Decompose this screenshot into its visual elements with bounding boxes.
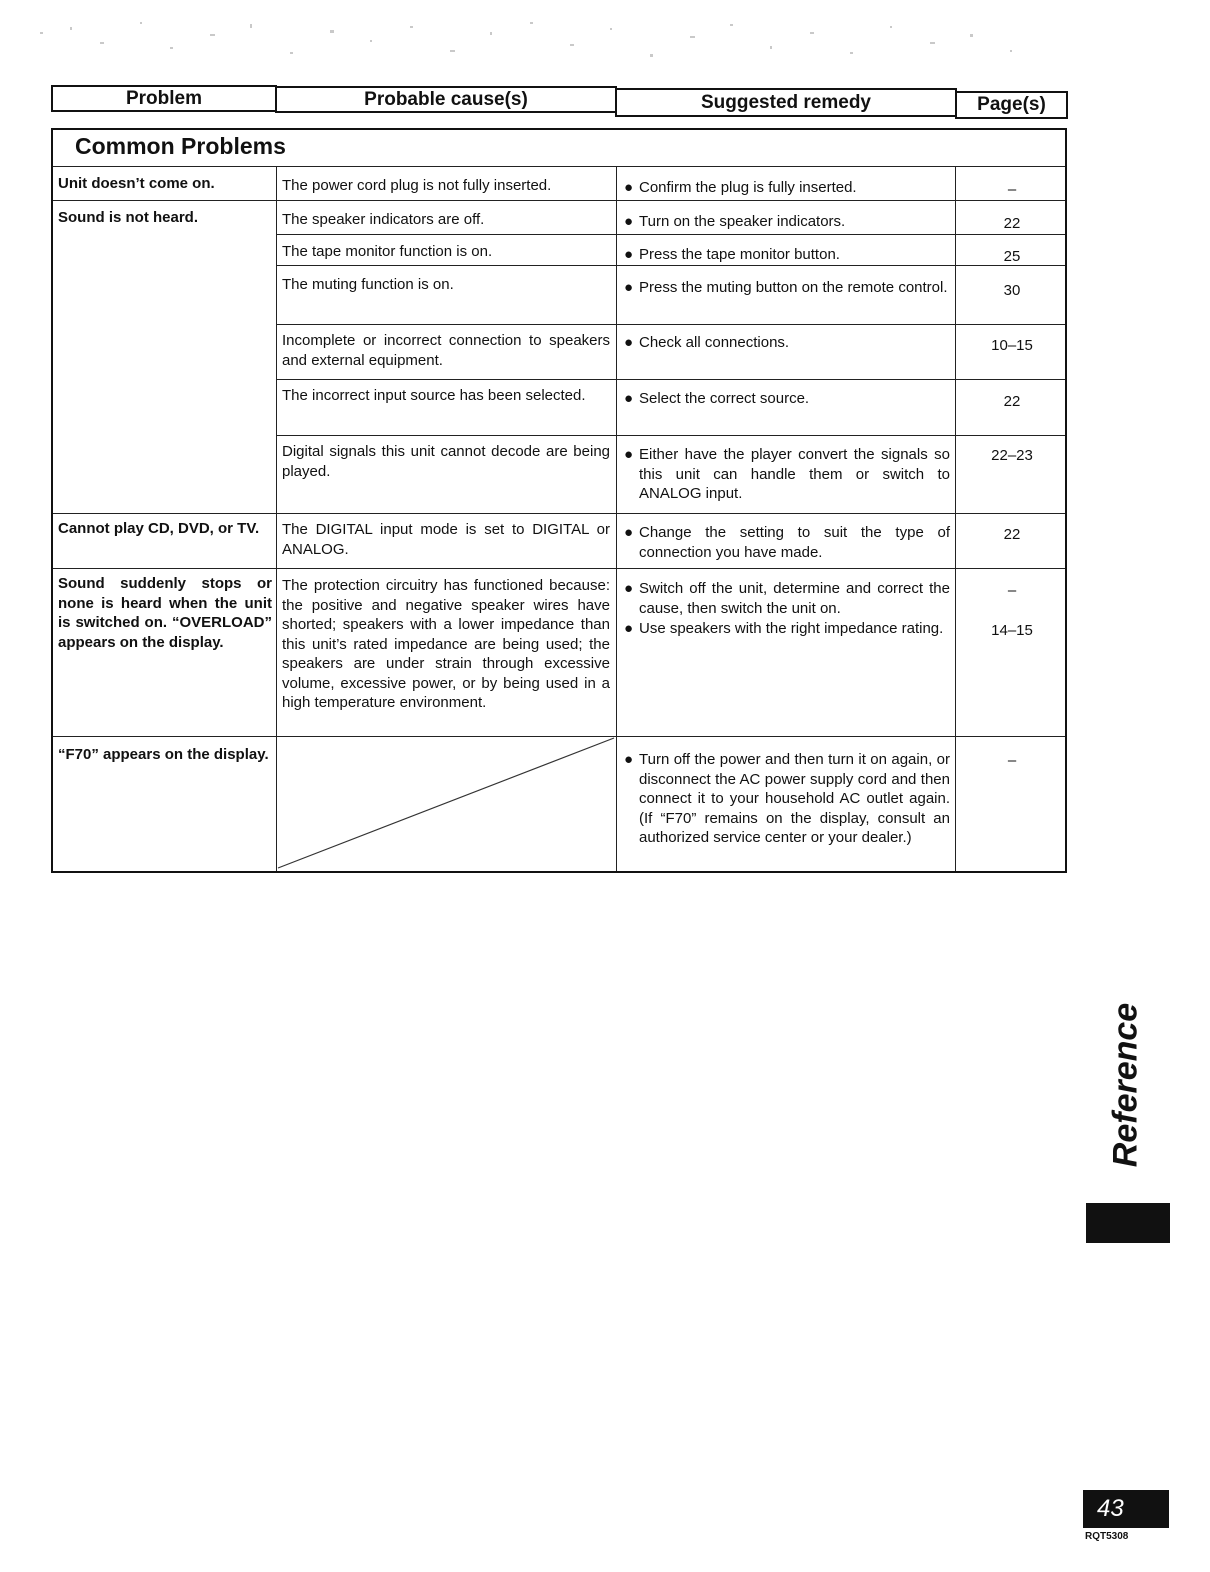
header-probable-causes: Probable cause(s) bbox=[275, 86, 617, 113]
problem-f70: “F70” appears on the display. bbox=[58, 746, 269, 763]
page-number: 43 bbox=[1083, 1490, 1169, 1528]
remedy-f70: ● Turn off the power and then turn it on again, or disconnect the AC power supply cord and then connect it to your household AC outlet again. (If “F70” remains on the display, consult an authorized service center or your dealer.) bbox=[624, 751, 950, 846]
troubleshooting-table bbox=[51, 128, 1067, 873]
section-tab-reference: Reference bbox=[1106, 1002, 1145, 1168]
pages-row-7: 22–23 bbox=[991, 447, 1033, 464]
remedy-switch-off: ● Switch off the unit, determine and correct the cause, then switch the unit on. bbox=[624, 580, 950, 617]
problem-unit-no-power: Unit doesn’t come on. bbox=[58, 175, 215, 192]
cause-tape-monitor: The tape monitor function is on. bbox=[282, 243, 493, 260]
problem-no-sound: Sound is not heard. bbox=[58, 209, 199, 226]
scan-noise bbox=[30, 12, 1040, 72]
header-problem: Problem bbox=[51, 85, 277, 112]
section-marker-block bbox=[1086, 1203, 1170, 1243]
pages-row-6: 22 bbox=[1003, 393, 1021, 410]
problem-cannot-play: Cannot play CD, DVD, or TV. bbox=[58, 520, 260, 537]
cause-muting: The muting function is on. bbox=[282, 276, 454, 293]
cause-power-cord: The power cord plug is not fully inserted. bbox=[282, 177, 552, 194]
pages-row-3: 25 bbox=[1003, 248, 1021, 265]
cause-speaker-indicators: The speaker indicators are off. bbox=[282, 211, 485, 228]
pages-row-2: 22 bbox=[1003, 215, 1021, 232]
remedy-speaker-indicators: ● Turn on the speaker indicators. bbox=[624, 213, 846, 230]
document-id: RQT5308 bbox=[1085, 1531, 1129, 1542]
remedy-convert-signals: ● Either have the player convert the signals so this unit can handle them or switch to ANALOG input. bbox=[624, 446, 950, 502]
cause-connection: Incomplete or incorrect connection to speakers and external equipment. bbox=[282, 332, 610, 369]
cause-digital-input-mode: The DIGITAL input mode is set to DIGITAL or ANALOG. bbox=[282, 521, 610, 558]
remedy-right-impedance: ● Use speakers with the right impedance rating. bbox=[624, 620, 944, 637]
pages-row-8: 22 bbox=[1003, 526, 1021, 543]
header-suggested-remedy: Suggested remedy bbox=[615, 88, 957, 117]
header-pages: Page(s) bbox=[955, 91, 1068, 119]
pages-row-5: 10–15 bbox=[991, 337, 1033, 354]
pages-row-10: – bbox=[1007, 752, 1017, 769]
problem-sound-stops-overload: Sound suddenly stops or none is heard when the unit is switched on. “OVERLOAD” appears on the display. bbox=[58, 575, 272, 651]
remedy-change-setting: ● Change the setting to suit the type of connection you have made. bbox=[624, 524, 950, 561]
remedy-tape-monitor: ● Press the tape monitor button. bbox=[624, 246, 840, 263]
remedy-confirm-plug: ● Confirm the plug is fully inserted. bbox=[624, 179, 857, 196]
cause-digital-signals: Digital signals this unit cannot decode are being played. bbox=[282, 443, 610, 480]
cause-not-applicable-slash bbox=[276, 736, 616, 871]
pages-row-1: – bbox=[1007, 181, 1017, 198]
remedy-muting: ● Press the muting button on the remote control. bbox=[624, 279, 948, 296]
remedy-select-source: ● Select the correct source. bbox=[624, 390, 810, 407]
section-title: Common Problems bbox=[75, 133, 286, 159]
pages-row-9a: – bbox=[1007, 582, 1017, 599]
cause-input-source: The incorrect input source has been selected. bbox=[282, 387, 586, 404]
remedy-check-connections: ● Check all connections. bbox=[624, 334, 790, 351]
pages-row-9b: 14–15 bbox=[991, 622, 1033, 639]
cause-protection-circuitry: The protection circuitry has functioned because: the positive and negative speaker wires have shorted; speakers with a lower impedance than this unit’s rated impedance are being used; the speakers are under strain through excessive volume, excessive power, or by being used in a high temperature environment. bbox=[282, 577, 610, 711]
pages-row-4: 30 bbox=[1003, 282, 1021, 299]
